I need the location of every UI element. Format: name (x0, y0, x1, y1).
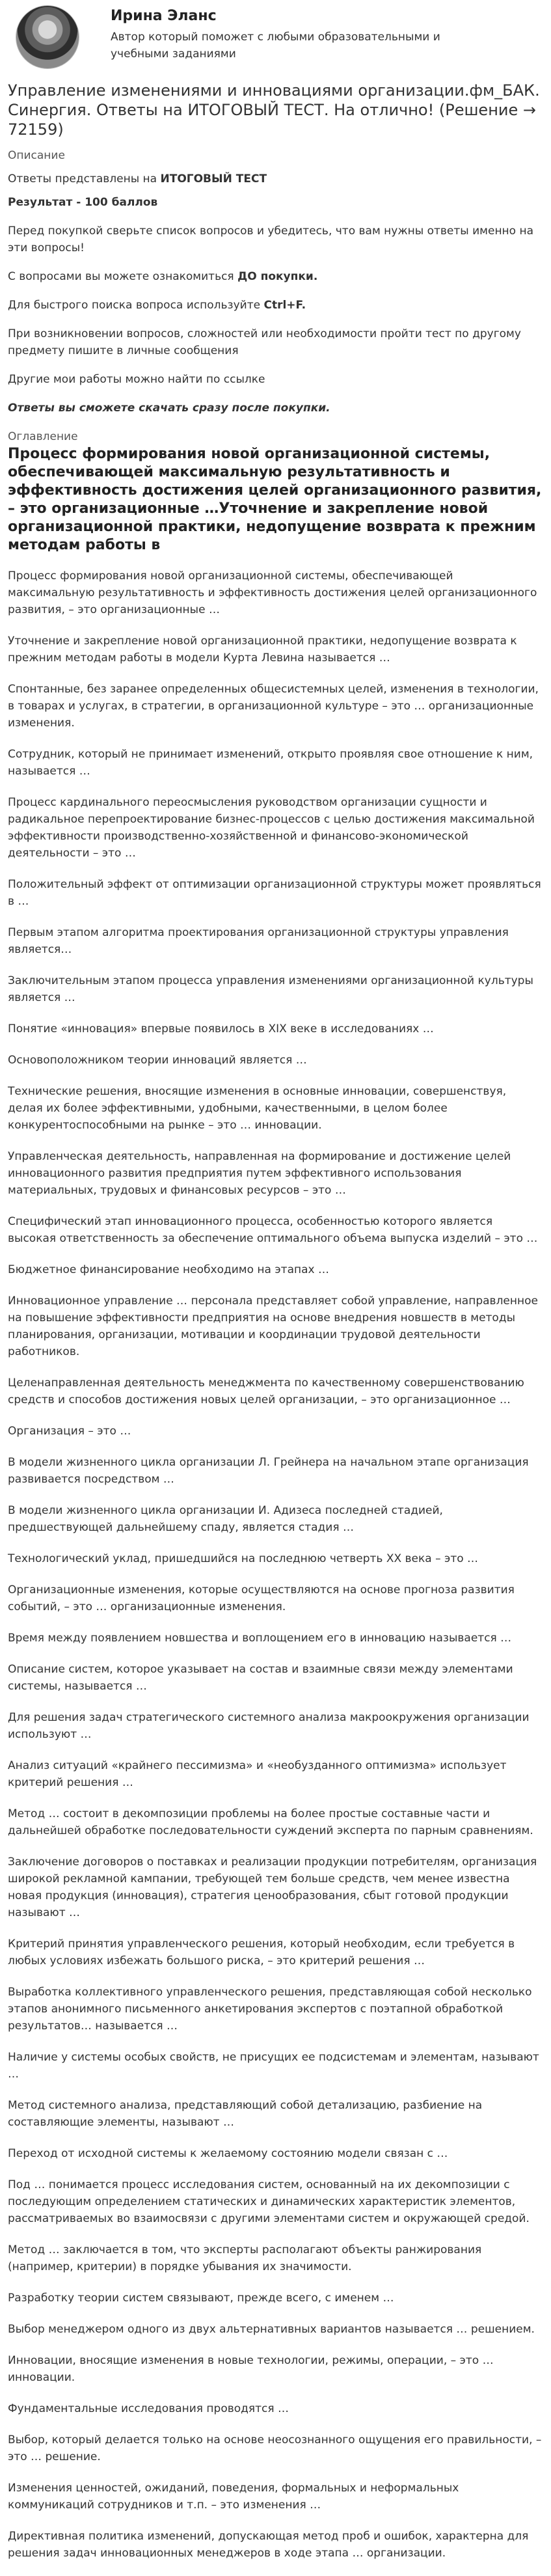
preview-bold: ДО покупки. (237, 270, 318, 283)
question-list (8, 568, 543, 2562)
question-item: Время между появлением новшества и воплощением его в инновацию называется … (8, 1632, 512, 1645)
question-item: Директивная политика изменений, допускающая метод проб и ошибок, характерна для решения задач инновационных менеджеров в ходе этапа … организации. (8, 2530, 529, 2560)
question-item: Для решения задач стратегического системного анализа макроокружения организации используют … (8, 1711, 530, 1741)
question-item: Бюджетное финансирование необходимо на этапах … (8, 1263, 329, 1276)
intro-text: Ответы представлены на (8, 172, 161, 185)
question-item: Организация – это … (8, 1425, 131, 1438)
description-label: Описание (8, 149, 65, 162)
description-download (8, 400, 543, 417)
question-item: Первым этапом алгоритма проектирования организационной структуры управления является… (8, 926, 509, 956)
question-item: Процесс формирования новой организационной системы, обеспечивающей максимальную результативность и эффективность достижения целей организационного развития, – это организационные … (8, 569, 537, 616)
author-avatar[interactable] (16, 5, 79, 69)
question-item: Фундаментальные исследования проводятся … (8, 2402, 289, 2415)
question-item: Под … понимается процесс исследования систем, основанный на их декомпозиции с последующим определением статических и динамических характеристик элементов, рассматриваемых во взаимосвязи с другими элементами систем и окружающей средой. (8, 2178, 530, 2225)
result-text: Результат - 100 баллов (8, 196, 158, 209)
toc-label: Оглавление (8, 430, 78, 443)
page-title: Управление изменениями и инновациями организации.фм_БАК. Синергия. Ответы на ИТОГОВЫЙ ТЕСТ. На отлично! (Решение → 72159) (8, 81, 540, 139)
question-item: В модели жизненного цикла организации Л. Грейнера на начальном этапе организация развивается посредством … (8, 1456, 529, 1486)
author-header (8, 0, 543, 72)
description-contact: При возникновении вопросов, сложностей или необходимости пройти тест по другому предмету пишите в личные сообщения (8, 327, 521, 357)
question-item: Инновации, вносящие изменения в новые технологии, режимы, операции, – это … инновации. (8, 2354, 494, 2384)
search-bold: Ctrl+F. (263, 299, 306, 312)
description-preview (8, 268, 543, 285)
result-line (8, 194, 543, 211)
question-item: Организационные изменения, которые осуществляются на основе прогноза развития событий, – это … организационные изменения. (8, 1583, 515, 1613)
question-item: Специфический этап инновационного процесса, особенностью которого является высокая ответственность за обеспечение оптимального объема выпуска изделий – это … (8, 1215, 538, 1245)
question-item: Метод системного анализа, представляющий собой детализацию, разбиение на составляющие элементы, называют … (8, 2099, 483, 2129)
question-item: Сотрудник, который не принимает изменений, открыто проявляя свое отношение к ним, называется … (8, 748, 533, 778)
question-item: Заключительным этапом процесса управления изменениями организационной культуры является … (8, 974, 533, 1004)
question-item: Наличие у системы особых свойств, не присущих ее подсистемам и элементам, называют … (8, 2051, 539, 2081)
question-item: Выработка коллективного управленческого решения, представляющая собой несколько этапов анонимного письменного анкетирования экспертов с поэтапной обработкой результатов… называется … (8, 1986, 532, 2033)
description-search (8, 297, 543, 314)
question-item: Заключение договоров о поставках и реализации продукции потребителям, организация широкой рекламной кампании, требующей тем больше средств, чем менее известна новая продукция (инновация), стратегия ценообразования, сбыт готовой продукции называют … (8, 1856, 537, 1919)
question-item: Описание систем, которое указывает на состав и взаимные связи между элементами системы, называется … (8, 1663, 513, 1693)
download-text: Ответы вы сможете скачать сразу после покупки. (8, 402, 330, 415)
author-info (111, 5, 475, 62)
question-item: Выбор, который делается только на основе неосознанного ощущения его правильности, – это … решение. (8, 2433, 542, 2463)
question-item: Технические решения, вносящие изменения в основные инновации, совершенствуя, делая их более эффективными, удобными, качественными, в целом более конкурентоспособными на рынке – это … инновации. (8, 1085, 507, 1132)
description-section (8, 147, 543, 417)
question-item: Изменения ценностей, ожиданий, поведения, формальных и неформальных коммуникаций сотрудников и т.п. – это изменения … (8, 2482, 459, 2512)
question-item: Инновационное управление … персонала представляет собой управление, направленное на повышение эффективности предприятия на основе внедрения новшеств в методы планирования, организации, мотивации и координации трудовой деятельности работников. (8, 1295, 538, 1358)
question-item: Технологический уклад, пришедшийся на последнюю четверть XX века – это … (8, 1552, 479, 1565)
description-warning: Перед покупкой сверьте список вопросов и убедитесь, что вам нужны ответы именно на эти вопросы! (8, 225, 534, 254)
question-item: Разработку теории систем связывают, прежде всего, с именем … (8, 2292, 394, 2305)
question-item: В модели жизненного цикла организации И. Адизеса последней стадией, предшествующей дальнейшему спаду, является стадия … (8, 1504, 443, 1534)
toc-heading: Процесс формирования новой организационной системы, обеспечивающей максимальную результативность и эффективность достижения целей организационного развития, – это организационные …Уточнение и закрепление новой организационной практики, недопущение возврата к прежним методам работы в (8, 446, 542, 553)
question-item: Основоположником теории инноваций является … (8, 1054, 307, 1067)
question-item: Анализ ситуаций «крайнего пессимизма» и «необузданного оптимизма» использует критерий решения … (8, 1759, 507, 1789)
author-description: Автор который поможет с любыми образовательными и учебными заданиями (111, 31, 440, 61)
question-item: Управленческая деятельность, направленная на формирование и достижение целей инновационного развития предприятия путем эффективного использования материальных, трудовых и финансовых ресурсов – это … (8, 1150, 511, 1197)
question-item: Метод … состоит в декомпозиции проблемы на более простые составные части и дальнейшей обработке последовательности суждений эксперта по парным сравнениям. (8, 1807, 533, 1837)
question-item: Критерий принятия управленческого решения, который необходим, если требуется в любых условиях избежать большого риска, – это критерий решения … (8, 1938, 515, 1967)
preview-text: С вопросами вы можете ознакомиться (8, 270, 238, 283)
question-item: Метод … заключается в том, что эксперты располагают объекты ранжирования (например, критерии) в порядке убывания их значимости. (8, 2243, 482, 2273)
question-item: Целенаправленная деятельность менеджмента по качественному совершенствованию средств и способов достижения новых целей организации, – это организационное … (8, 1377, 524, 1406)
question-item: Выбор менеджером одного из двух альтернативных вариантов называется … решением. (8, 2323, 535, 2336)
question-item: Положительный эффект от оптимизации организационной структуры может проявляться в … (8, 878, 541, 908)
question-item: Процесс кардинального переосмысления руководством организации сущности и радикальное перепроектирование бизнес-процессов с целью достижения максимальной эффективности производственно-хозяйственной и финансово-экономической деятельности – это … (8, 796, 535, 860)
question-item: Спонтанные, без заранее определенных общесистемных целей, изменения в технологии, в товарах и услугах, в стратегии, в организационной культуре – это … организационные изменения. (8, 683, 539, 730)
intro-bold: ИТОГОВЫЙ ТЕСТ (160, 172, 267, 185)
question-item: Переход от исходной системы к желаемому состоянию модели связан с … (8, 2147, 448, 2160)
search-text: Для быстрого поиска вопроса используйте (8, 299, 264, 312)
description-intro (8, 171, 543, 187)
author-name[interactable]: Ирина Эланс (111, 8, 217, 24)
description-other-works: Другие мои работы можно найти по ссылке (8, 373, 265, 386)
question-item: Понятие «инновация» впервые появилось в XIX веке в исследованиях … (8, 1022, 434, 1035)
question-item: Уточнение и закрепление новой организационной практики, недопущение возврата к прежним методам работы в модели Курта Левина называется … (8, 635, 517, 665)
